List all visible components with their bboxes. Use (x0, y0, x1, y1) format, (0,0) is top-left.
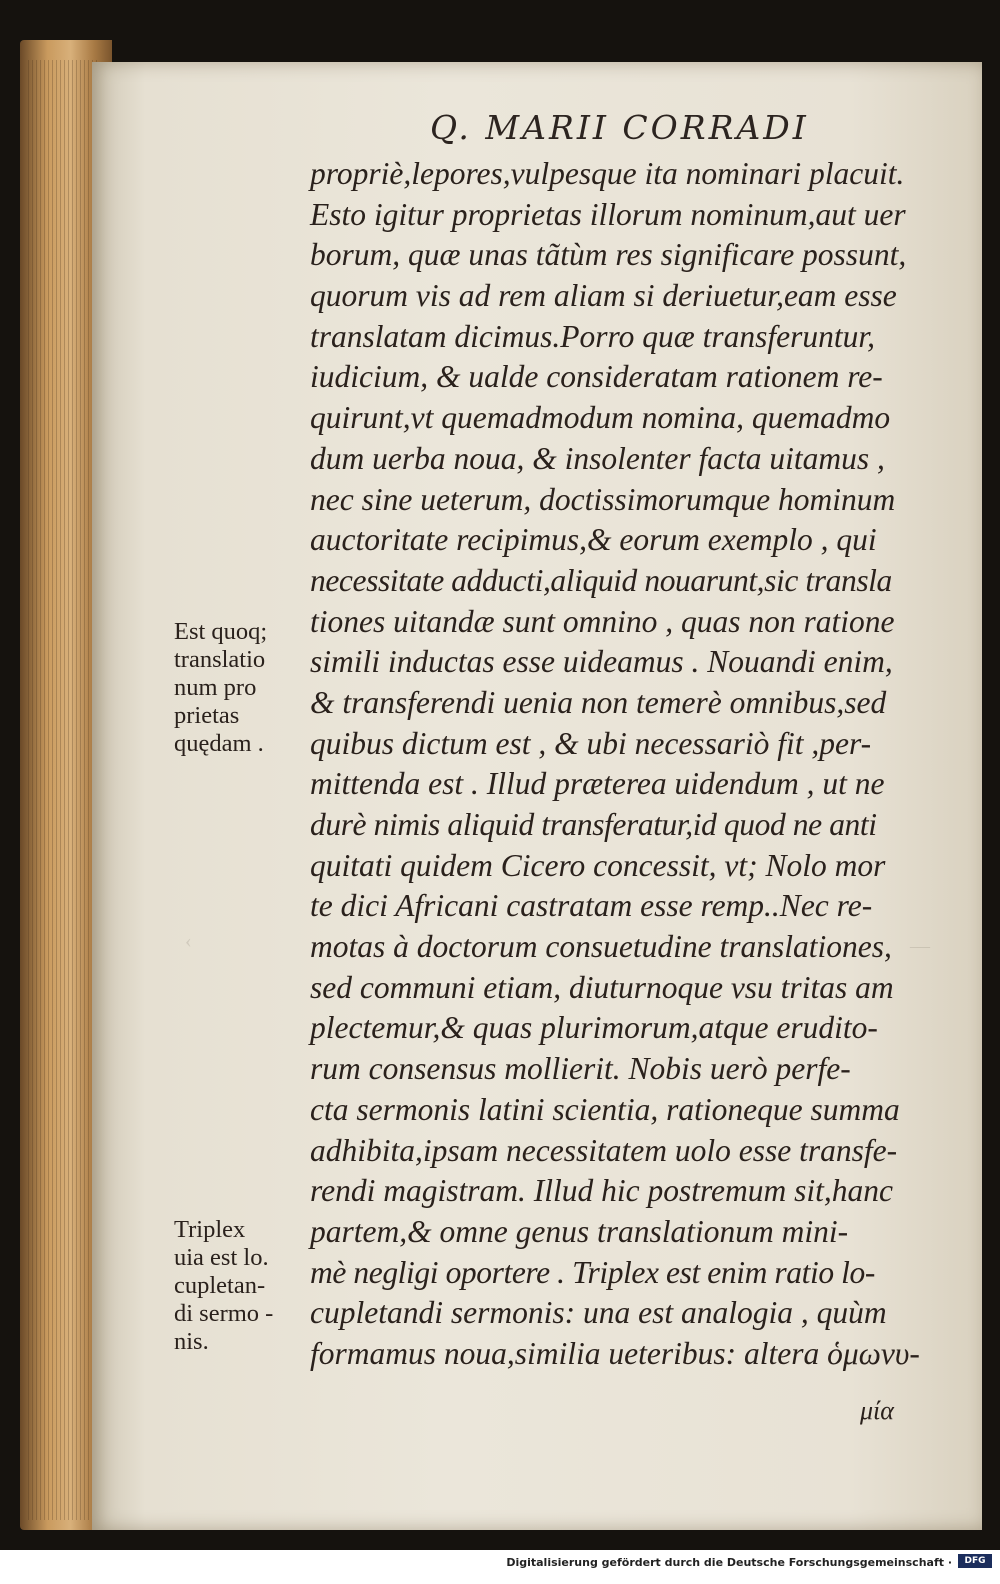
body-text (310, 154, 960, 1375)
text-line: nec sine ueterum, doctissimorumque hominum (310, 481, 896, 517)
text-line: cupletandi sermonis: una est analogia , quùm (310, 1295, 887, 1331)
show-through-mark: — (910, 935, 930, 957)
text-line: dum uerba noua, & insolenter facta uitamus , (310, 440, 885, 476)
margin-note-line: di sermo - (174, 1300, 274, 1327)
margin-note-translation (174, 618, 309, 758)
text-line: & transferendi uenia non temerè omnibus,sed (310, 684, 887, 720)
margin-note-line: prietas (174, 702, 240, 729)
show-through-mark: ‹ (185, 930, 192, 952)
margin-note-line: num pro (174, 674, 257, 701)
text-line: iudicium, & ualde consideratam rationem re- (310, 359, 883, 395)
margin-note-line: Triplex (174, 1216, 246, 1243)
text-line: sed communi etiam, diuturnoque vsu tritas am (310, 969, 894, 1005)
text-line: mittenda est . Illud præterea uidendum , ut ne (310, 766, 885, 802)
text-line: necessitate adducti,aliquid nouarunt,sic transla (310, 562, 892, 598)
text-line: quorum vis ad rem aliam si deriuetur,eam esse (310, 278, 897, 314)
text-line: quirunt,vt quemadmodum nomina, quemadmo (310, 400, 891, 436)
text-line: rendi magistram. Illud hic postremum sit,hanc (310, 1173, 894, 1209)
text-line: durè nimis aliquid transferatur,id quod ne anti (310, 807, 877, 842)
running-title: Q. MARII CORRADI (430, 108, 809, 147)
text-line: simili inductas esse uideamus . Nouandi enim, (310, 644, 893, 680)
text-line: Esto igitur proprietas illorum nominum,aut uer (310, 196, 906, 232)
text-line: te dici Africani castratam esse remp..Nec re- (310, 888, 873, 924)
text-line: borum, quæ unas tãtùm res significare possunt, (310, 237, 907, 273)
margin-note-line: nis. (174, 1328, 209, 1355)
margin-note-line: quędam . (174, 730, 264, 757)
text-line: partem,& omne genus translationum mini- (310, 1213, 849, 1249)
text-line: translatam dicimus.Porro quæ transferuntur, (310, 318, 876, 354)
text-line: formamus noua,similia ueteribus: altera ὁμωνυ- (310, 1335, 920, 1371)
text-line: auctoritate recipimus,& eorum exemplo , qui (310, 522, 877, 558)
text-line: propriè,lepores,vulpesque ita nominari placuit. (310, 156, 905, 191)
text-line: motas à doctorum consuetudine translationes, (310, 929, 892, 965)
text-line: mè negligi oportere . Triplex est enim ratio lo- (310, 1254, 875, 1290)
page-edge-texture (28, 60, 100, 1520)
text-line: plectemur,& quas plurimorum,atque erudito- (310, 1010, 878, 1046)
funding-note: Digitalisierung gefördert durch die Deutsche Forschungsgemeinschaft · (506, 1556, 952, 1569)
margin-note-line: Est quoq; (174, 618, 268, 645)
text-line: quibus dictum est , & ubi necessariò fit ,per- (310, 725, 872, 761)
text-line: quitati quidem Cicero concessit, vt; Nolo mor (310, 847, 886, 883)
text-line: rum consensus mollierit. Nobis uerò perfe- (310, 1051, 851, 1087)
margin-note-triplex (174, 1216, 309, 1356)
margin-note-line: cupletan- (174, 1272, 266, 1299)
catchword: μία (860, 1396, 894, 1425)
margin-note-line: translatio (174, 646, 266, 673)
text-line: tiones uitandæ sunt omnino , quas non ratione (310, 603, 895, 639)
text-line: cta sermonis latini scientia, rationeque summa (310, 1091, 900, 1127)
dfg-logo-icon: DFG (958, 1554, 992, 1568)
margin-note-line: uia est lo. (174, 1244, 269, 1271)
text-line: adhibita,ipsam necessitatem uolo esse transfe- (310, 1132, 898, 1168)
